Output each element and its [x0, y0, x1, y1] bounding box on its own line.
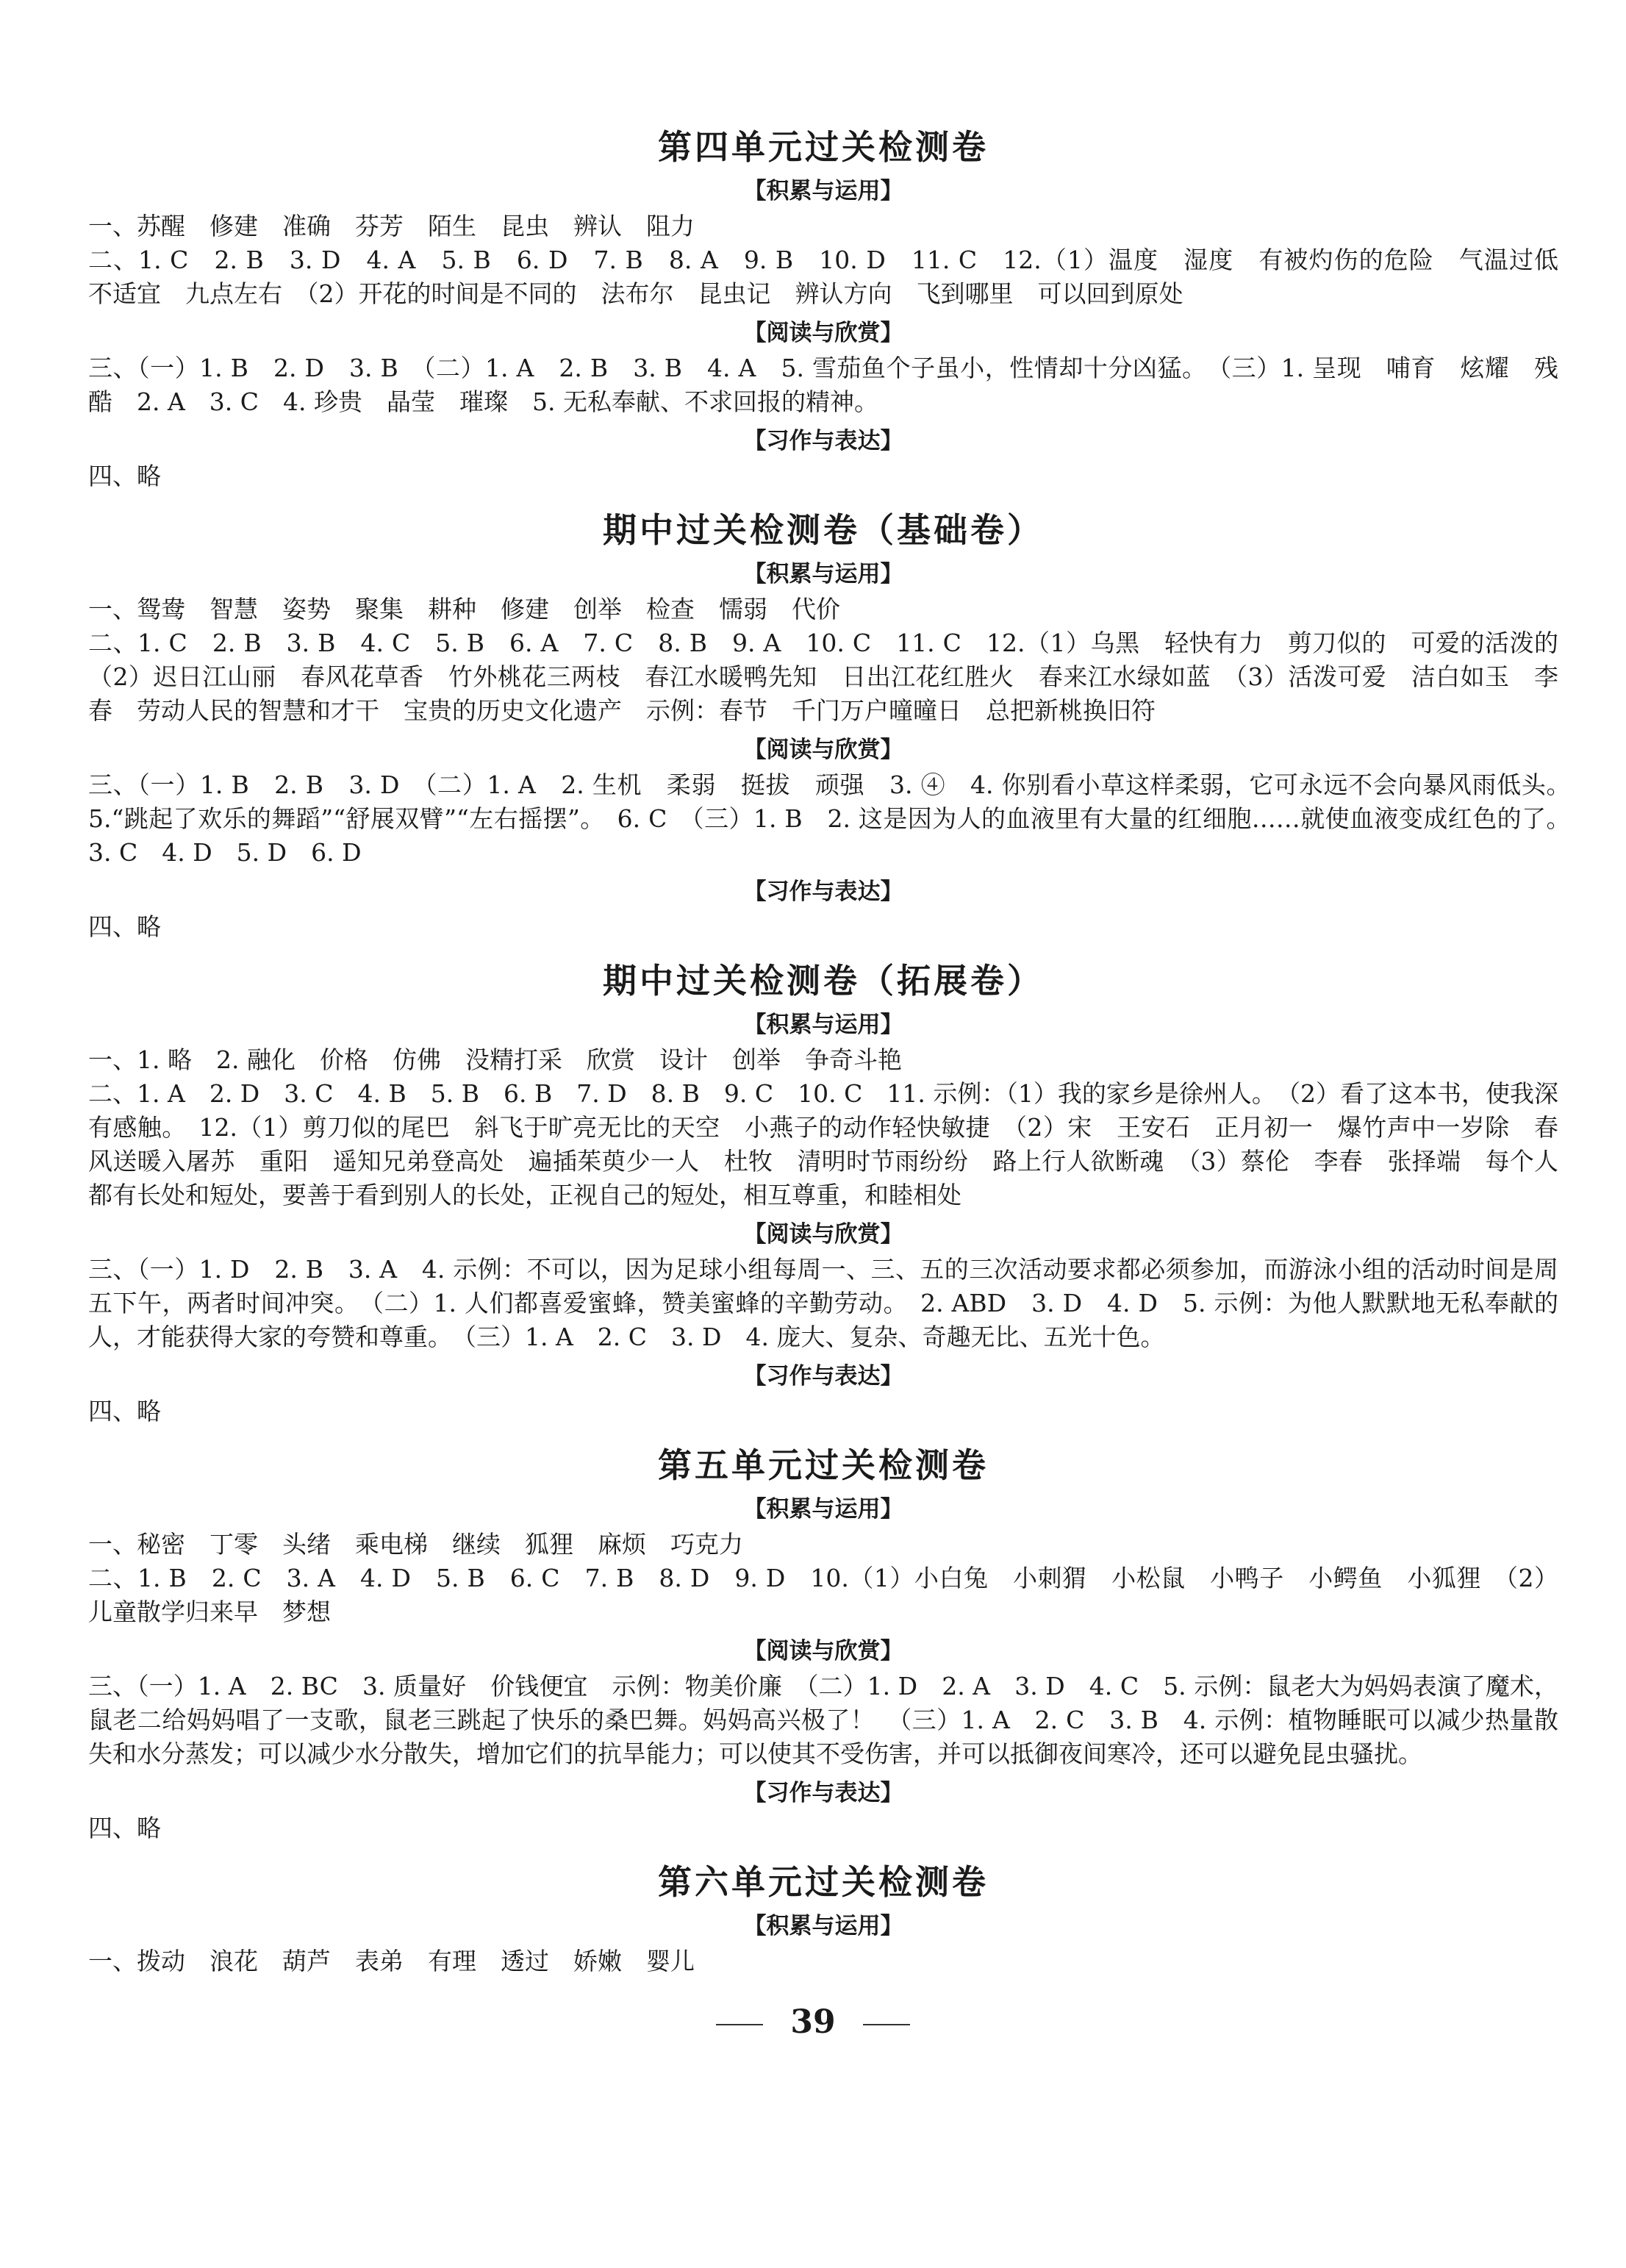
answer-line: 四、略 [88, 462, 161, 490]
answer-line: 三、（一）1. B 2. B 3. D （二）1. A 2. 生机 柔弱 挺拔 顽强 3. ④ 4. 你别看小草这样柔弱，它可永远不会向暴风雨低头。 5.“跳起了欢乐的舞蹈”“舒展双臂”“左右摇摆”。 6. C （三）1. B 2. 这是因为人的血液里有大量的红细胞……就使血液变成红色的了。 3. C 4. D 5. D 6. D [88, 770, 1583, 867]
block-heading: 【习作与表达】 [743, 428, 903, 454]
answer-line: 一、秘密 丁零 头绪 乘电梯 继续 狐狸 麻烦 巧克力 [88, 1530, 743, 1559]
answer-line: 二、1. C 2. B 3. D 4. A 5. B 6. D 7. B 8. A 9. B 10. D 11. C 12.（1）温度 湿度 有被灼伤的危险 气温过低 不适宜 九点左右 （2）开花的时间是不同的 法布尔 昆虫记 辨认方向 飞到哪里 可以回到原处 [88, 246, 1583, 308]
section-title: 第四单元过关检测卷 [658, 127, 989, 167]
answer-line: 一、拨动 浪花 葫芦 表弟 有理 透过 娇嫩 婴儿 [88, 1947, 695, 1975]
block-heading: 【阅读与欣赏】 [743, 737, 903, 763]
block-heading: 【习作与表达】 [743, 879, 903, 905]
section-title: 期中过关检测卷（拓展卷） [603, 961, 1044, 1001]
block-heading: 【积累与运用】 [743, 1913, 903, 1939]
answer-line: 二、1. B 2. C 3. A 4. D 5. B 6. C 7. B 8. D 9. D 10.（1）小白兔 小刺猬 小松鼠 小鸭子 小鳄鱼 小狐狸 （2）儿童散学归来早 梦想 [88, 1564, 1558, 1626]
answer-line: 四、略 [88, 912, 161, 941]
answer-line: 二、1. C 2. B 3. B 4. C 5. B 6. A 7. C 8. B 9. A 10. C 11. C 12.（1）乌黑 轻快有力 剪刀似的 可爱的活泼的 （2）迟日江山丽 春风花草香 竹外桃花三两枝 春江水暖鸭先知 日出江花红胜火 春来江水绿如蓝 （3）活泼可爱 洁白如玉 李春 劳动人民的智慧和才干 宝贵的历史文化遗产 示例：春节 千门万户曈曈日 总把新桃换旧符 [88, 629, 1583, 725]
answer-line: 四、略 [88, 1397, 161, 1425]
block-heading: 【积累与运用】 [743, 178, 903, 204]
answer-line: 一、苏醒 修建 准确 芬芳 陌生 昆虫 辨认 阻力 [88, 212, 695, 240]
section-title: 期中过关检测卷（基础卷） [603, 510, 1044, 550]
answer-line: 一、1. 略 2. 融化 价格 仿佛 没精打采 欣赏 设计 创举 争奇斗艳 [88, 1045, 902, 1074]
answer-line: 三、（一）1. B 2. D 3. B （二）1. A 2. B 3. B 4. A 5. 雪茄鱼个子虽小，性情却十分凶猛。 （三）1. 呈现 哺育 炫耀 残酷 2. A 3. C 4. 珍贵 晶莹 璀璨 5. 无私奉献、不求回报的精神。 [88, 354, 1558, 416]
answer-line: 三、（一）1. A 2. BC 3. 质量好 价钱便宜 示例：物美价廉 （二）1. D 2. A 3. D 4. C 5. 示例：鼠老大为妈妈表演了魔术，鼠老二给妈妈唱了一支歌，鼠老三跳起了快乐的桑巴舞。妈妈高兴极了！ （三）1. A 2. C 3. B 4. 示例：植物睡眠可以减少热量散失和水分蒸发；可以减少水分散失，增加它们的抗旱能力；可以使其不受伤害，并可以抵御夜间寒冷，还可以避免昆虫骚扰。 [88, 1672, 1558, 1768]
page-number: 39 [790, 2003, 836, 2041]
block-heading: 【习作与表达】 [743, 1363, 903, 1389]
page-number-footer [0, 2003, 1626, 2041]
block-heading: 【积累与运用】 [743, 561, 903, 587]
footer-dash-right [863, 2024, 910, 2025]
block-heading: 【习作与表达】 [743, 1780, 903, 1806]
answer-line: 二、1. A 2. D 3. C 4. B 5. B 6. B 7. D 8. B 9. C 10. C 11. 示例：（1）我的家乡是徐州人。 （2）看了这本书，使我深有感触。 12.（1）剪刀似的尾巴 斜飞于旷亮无比的天空 小燕子的动作轻快敏捷 （2）宋 王安石 正月初一 爆竹声中一岁除 春风送暖入屠苏 重阳 遥知兄弟登高处 遍插茱萸少一人 杜牧 清明时节雨纷纷 路上行人欲断魂 （3）蔡伦 李春 张择端 每个人都有长处和短处，要善于看到别人的长处，正视自己的短处，相互尊重，和睦相处 [88, 1079, 1558, 1209]
answer-content [88, 110, 1583, 1978]
answer-line: 四、略 [88, 1814, 161, 1842]
answer-line: 一、鸳鸯 智慧 姿势 聚集 耕种 修建 创举 检查 懦弱 代价 [88, 595, 840, 623]
block-heading: 【阅读与欣赏】 [743, 320, 903, 346]
footer-dash-left [716, 2024, 763, 2025]
block-heading: 【阅读与欣赏】 [743, 1638, 903, 1664]
section-title: 第五单元过关检测卷 [658, 1445, 989, 1485]
section-title: 第六单元过关检测卷 [658, 1862, 989, 1902]
answer-line: 三、（一）1. D 2. B 3. A 4. 示例：不可以，因为足球小组每周一、三、五的三次活动要求都必须参加，而游泳小组的活动时间是周五下午，两者时间冲突。 （二）1. 人们都喜爱蜜蜂，赞美蜜蜂的辛勤劳动。 2. ABD 3. D 4. D 5. 示例：为他人默默地无私奉献的人，才能获得大家的夸赞和尊重。 （三）1. A 2. C 3. D 4. 庞大、复杂、奇趣无比、五光十色。 [88, 1255, 1558, 1351]
block-heading: 【积累与运用】 [743, 1012, 903, 1038]
block-heading: 【积累与运用】 [743, 1496, 903, 1523]
block-heading: 【阅读与欣赏】 [743, 1221, 903, 1248]
